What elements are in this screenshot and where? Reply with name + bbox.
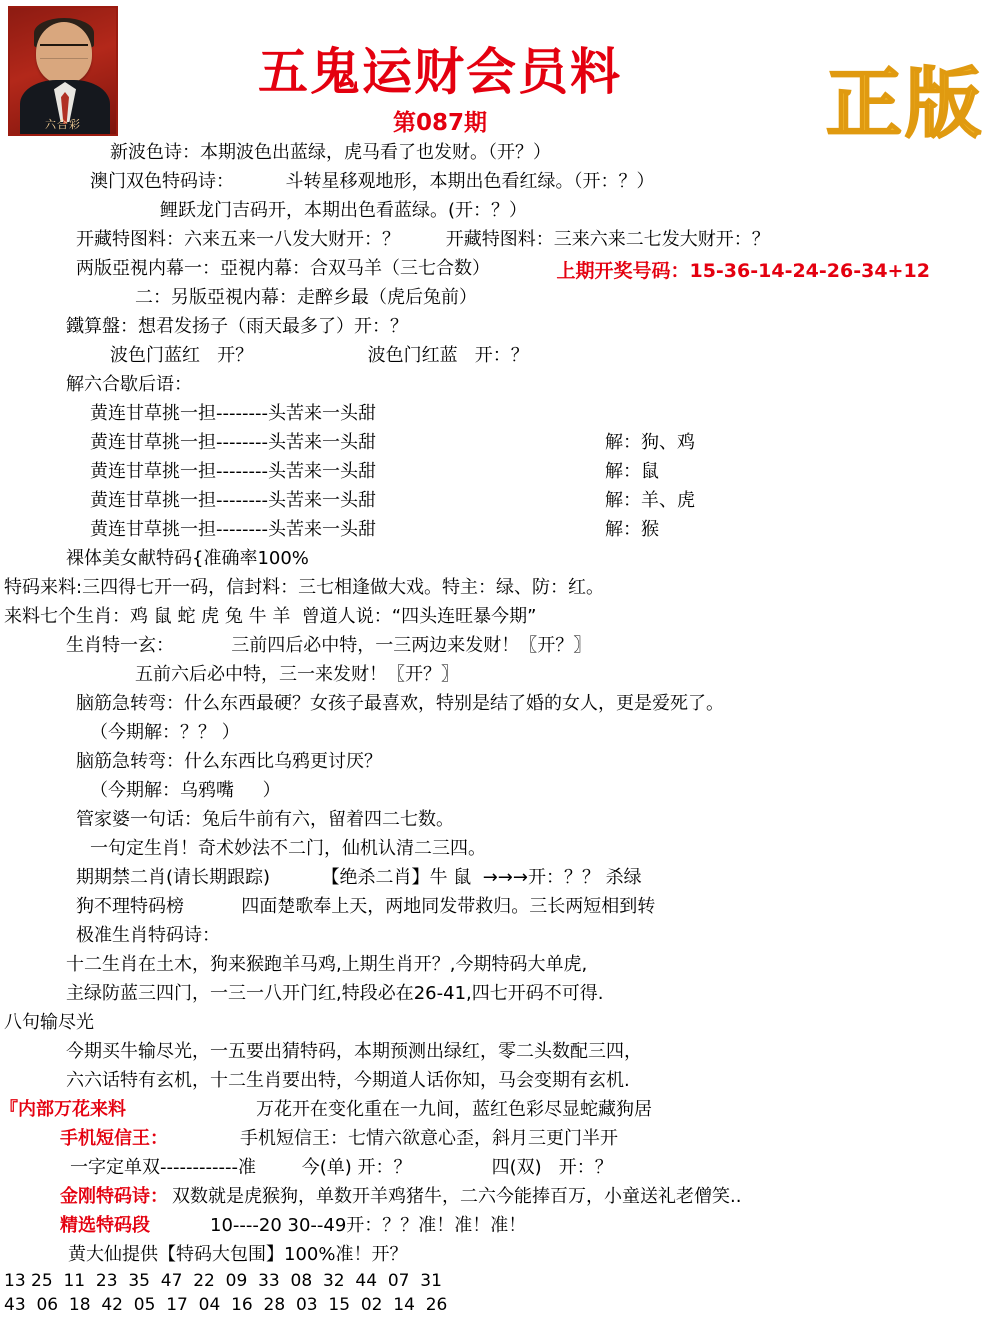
content-line: 两版亞視内幕一：亞視内幕：合双马羊（三七合数） [76, 258, 490, 279]
issue-number: 第087期 [392, 110, 487, 136]
content-line: 脑筋急转弯：什么东西最硬？女孩子最喜欢，特别是结了婚的女人，更是爱死了。 [76, 693, 724, 714]
portrait-glasses [40, 44, 88, 59]
riddle-text: 黄连甘草挑一担--------头苦来一头甜 [90, 461, 376, 482]
bottom-lines-block [0, 544, 992, 1095]
content-line: 五前六后必中特，三一来发财！〖开？〗 [135, 664, 459, 685]
content-line: 波色门蓝红 开？ 波色门红蓝 开：？ [110, 345, 529, 366]
content-line: （今期解：乌鸦嘴 ） [90, 780, 281, 801]
riddle-row [0, 486, 992, 515]
content-line: 生肖特一玄： 三前四后必中特，一三两边来发财！〖开？〗 [66, 635, 592, 656]
portrait-photo [8, 6, 118, 136]
content-line: 十二生肖在土木，狗来猴跑羊马鸡,上期生肖开？,今期特码大单虎, [66, 954, 588, 975]
content-line: 新波色诗：本期波色出蓝绿，虎马看了也发财。（开？） [110, 142, 551, 163]
last-draw-numbers: 15-36-14-24-26-34+12 [689, 260, 930, 282]
content-line: 脑筋急转弯：什么东西比乌鸦更讨厌？ [76, 751, 382, 772]
footer-row-text: 10----20 30--49开：？？准！准！准！ [210, 1215, 527, 1236]
content-line: 主绿防蓝三四门，一三一八开门红,特段必在26-41,四七开码不可得. [66, 983, 604, 1004]
footer-row-label: 『内部万花来料 [0, 1099, 126, 1120]
riddle-answer: 解：鼠 [605, 461, 659, 482]
portrait-caption: 六合彩 [45, 118, 81, 131]
riddle-row [0, 457, 992, 486]
content-line: 特码来料:三四得七开一码，信封料：三七相逢做大戏。特主：绿、防：红。 [4, 577, 605, 598]
footer-row-label: 金刚特码诗： [60, 1186, 168, 1207]
content-line: 管家婆一句话：兔后牛前有六，留着四二七数。 [76, 809, 454, 830]
footer-row [0, 1211, 992, 1240]
content-line: 期期禁二肖(请长期跟踪) 【绝杀二肖】牛 鼠 →→→开：？？ 杀绿 [76, 867, 642, 888]
bottom-number-row: 13 25 11 23 35 47 22 09 33 08 32 44 07 31 [4, 1271, 442, 1291]
page-title: 五鬼运财会员料 [258, 43, 622, 101]
riddle-row [0, 399, 992, 428]
footer-row-label: 手机短信王： [60, 1128, 168, 1149]
riddle-text: 黄连甘草挑一担--------头苦来一头甜 [90, 432, 376, 453]
riddle-text: 黄连甘草挑一担--------头苦来一头甜 [90, 490, 376, 511]
content-line: 来料七个生肖：鸡 鼠 蛇 虎 兔 牛 羊 曾道人说：“四头连旺暴今期” [4, 606, 537, 627]
footer-row-text: 一字定单双------------准 今(单) 开：？ 四(双) 开：？ [70, 1157, 613, 1178]
content-line: 开藏特图料：六来五来一八发大财开：？ 开藏特图料：三来六来二七发大财开：？ [76, 229, 770, 250]
riddle-row [0, 428, 992, 457]
riddle-answer: 解：羊、虎 [605, 490, 695, 511]
riddle-row [0, 515, 992, 544]
footer-row [0, 1095, 992, 1124]
footer-row-text: 双数就是虎猴狗，单数开羊鸡猪牛，二六今能捧百万，小童送礼老僧笑.. [172, 1186, 742, 1207]
footer-row [0, 1182, 992, 1211]
bottom-number-row: 43 06 18 42 05 17 04 16 28 03 15 02 14 26 [4, 1295, 448, 1315]
footer-row-label: 精选特码段 [60, 1215, 150, 1236]
riddle-answer: 解：狗、鸡 [605, 432, 695, 453]
footer-row [0, 1240, 992, 1269]
content-line: 二：另版亞視内幕：走醉乡最（虎后兔前） [135, 287, 477, 308]
content-line: 一句定生肖！奇术妙法不二门，仙机认清二三四。 [90, 838, 486, 859]
footer-row [0, 1153, 992, 1182]
bottom-numbers-block [0, 1269, 992, 1317]
content-line: 解六合歇后语： [66, 374, 192, 395]
riddle-answer [530, 399, 605, 428]
authentic-stamp: 正版 [826, 59, 984, 148]
riddle-text: 黄连甘草挑一担--------头苦来一头甜 [90, 403, 376, 424]
footer-row [0, 1124, 992, 1153]
footer-row-text: 手机短信王：七情六欲意心歪，斜月三更门半开 [240, 1128, 618, 1149]
content-line: （今期解：？？ ） [90, 722, 240, 743]
document-body [0, 138, 992, 1317]
riddle-block [0, 399, 992, 544]
riddle-text: 黄连甘草挑一担--------头苦来一头甜 [90, 519, 376, 540]
content-line: 极准生肖特码诗： [76, 925, 220, 946]
content-line: 鐵算盤：想君发扬子（雨天最多了）开：？ [66, 316, 408, 337]
content-line: 澳门双色特码诗： 斗转星移观地形，本期出色看红绿。（开：？） [90, 171, 655, 192]
riddle-answer: 解：猴 [605, 519, 659, 540]
content-line: 狗不理特码榜 四面楚歌奉上天，两地同发带救归。三长两短相到转 [76, 896, 656, 917]
footer-row-text: 黄大仙提供【特码大包围】100%准！开？ [68, 1244, 408, 1265]
content-line: 六六话特有玄机，十二生肖要出特，今期道人话你知，马会变期有玄机. [66, 1070, 630, 1091]
footer-row-text: 万花开在变化重在一九间，蓝红色彩尽显蛇藏狗居 [256, 1099, 652, 1120]
content-line: 裸体美女献特码{准确率100% [66, 548, 309, 569]
content-line: 鲤跃龙门吉码开，本期出色看蓝绿。(开：？） [160, 200, 528, 221]
content-line: 八句输尽光 [4, 1012, 94, 1033]
footer-rows-block [0, 1095, 992, 1269]
last-draw-label: 上期开奖号码： [556, 260, 690, 282]
last-draw-result [530, 234, 930, 305]
content-line: 今期买牛输尽光，一五要出猜特码，本期预测出绿红，零二头数配三四， [66, 1041, 642, 1062]
